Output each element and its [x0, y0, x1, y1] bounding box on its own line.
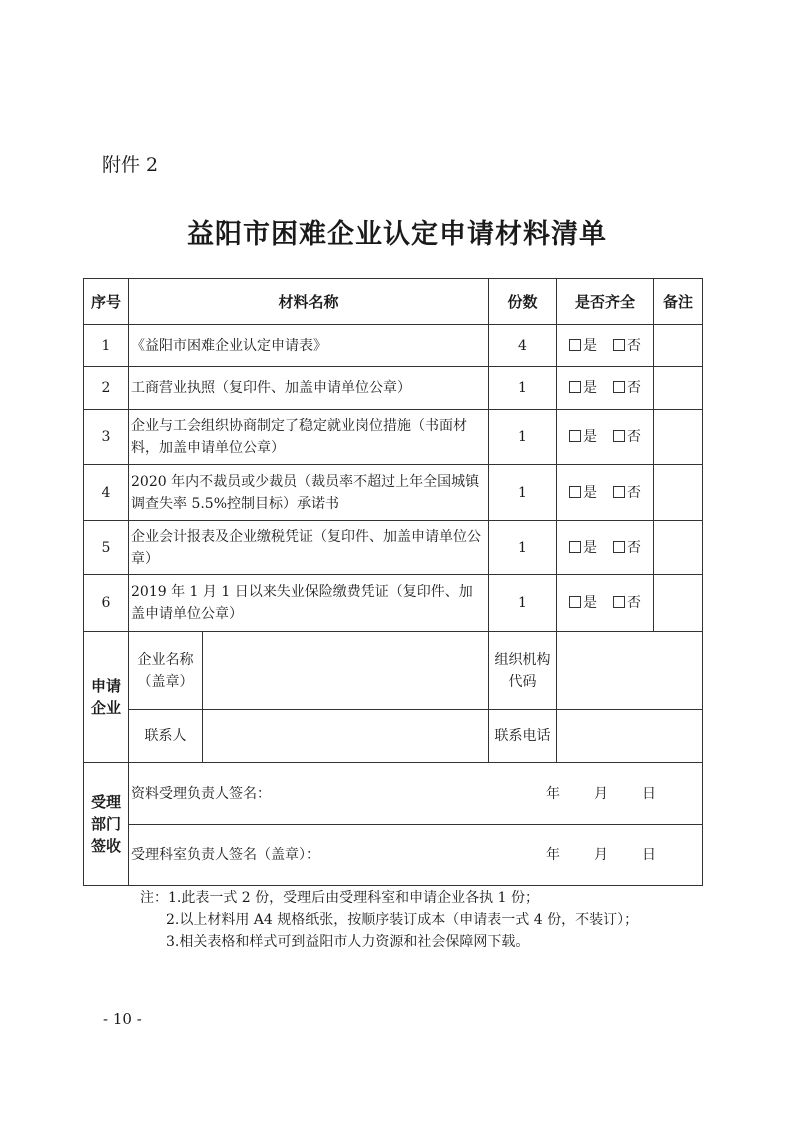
material-name: 企业会计报表及企业缴税凭证（复印件、加盖申请单位公章）: [129, 521, 489, 575]
table-row: [84, 465, 703, 521]
complete-check: [557, 575, 654, 632]
phone-label: 联系电话: [489, 710, 557, 763]
document-title: 益阳市困难企业认定申请材料清单: [187, 219, 607, 250]
materials-table: [83, 278, 703, 886]
remarks-field[interactable]: [654, 575, 703, 632]
table-row: [84, 521, 703, 575]
no-label: 否: [627, 380, 642, 396]
no-checkbox[interactable]: [613, 541, 625, 553]
no-checkbox[interactable]: [613, 486, 625, 498]
table-row: [84, 575, 703, 632]
yes-checkbox[interactable]: [569, 430, 581, 442]
remarks-field[interactable]: [654, 521, 703, 575]
acceptance-row-1: [84, 763, 703, 825]
row-number: 5: [84, 521, 129, 575]
applicant-section-label: 申请企业: [84, 632, 129, 763]
yes-label: 是: [583, 484, 598, 501]
contact-label: 联系人: [129, 710, 203, 763]
notes: [140, 887, 638, 953]
header-complete: 是否齐全: [557, 279, 654, 325]
day-label: 日: [642, 785, 657, 802]
yes-label: 是: [583, 337, 598, 354]
row-number: 6: [84, 575, 129, 632]
copies: 1: [489, 367, 557, 410]
sign2-label: 受理科室负责人签名（盖章）：: [131, 847, 320, 863]
sign1-label: 资料受理负责人签名：: [131, 785, 271, 802]
material-name: 2020 年内不裁员或少裁员（裁员率不超过上年全国城镇调查失率 5.5%控制目标）承诺书: [129, 465, 489, 521]
header-remarks: 备注: [654, 279, 703, 325]
yes-checkbox[interactable]: [569, 381, 581, 393]
table-header-row: [84, 279, 703, 325]
table-row: [84, 325, 703, 367]
company-name-field[interactable]: [203, 632, 489, 710]
year-label: 年: [546, 785, 561, 802]
no-label: 否: [627, 595, 642, 611]
copies: 4: [489, 325, 557, 367]
month-label: 月: [594, 785, 609, 802]
header-name: 材料名称: [129, 279, 489, 325]
org-code-label: 组织机构代码: [489, 632, 557, 710]
acceptance-section-label: 受理部门签收: [84, 763, 129, 886]
phone-field[interactable]: [557, 710, 703, 763]
applicant-row-1: [84, 632, 703, 710]
yes-label: 是: [583, 429, 598, 445]
no-label: 否: [627, 429, 642, 445]
yes-checkbox[interactable]: [569, 339, 581, 351]
table-row: [84, 367, 703, 410]
header-copies: 份数: [489, 279, 557, 325]
no-label: 否: [627, 484, 642, 501]
table-row: [84, 410, 703, 465]
year-label: 年: [546, 847, 561, 863]
remarks-field[interactable]: [654, 367, 703, 410]
remarks-field[interactable]: [654, 465, 703, 521]
remarks-field[interactable]: [654, 325, 703, 367]
complete-check: [557, 521, 654, 575]
yes-checkbox[interactable]: [569, 486, 581, 498]
yes-label: 是: [583, 539, 598, 556]
no-checkbox[interactable]: [613, 381, 625, 393]
sign1-date: [512, 783, 656, 805]
remarks-field[interactable]: [654, 410, 703, 465]
material-name: 《益阳市困难企业认定申请表》: [129, 325, 489, 367]
row-number: 4: [84, 465, 129, 521]
yes-checkbox[interactable]: [569, 596, 581, 608]
complete-check: [557, 367, 654, 410]
header-no: 序号: [84, 279, 129, 325]
row-number: 2: [84, 367, 129, 410]
page-number: - 10 -: [103, 1010, 142, 1028]
sign1-cell[interactable]: [129, 763, 703, 825]
row-number: 1: [84, 325, 129, 367]
contact-field[interactable]: [203, 710, 489, 763]
copies: 1: [489, 410, 557, 465]
sign2-cell[interactable]: [129, 825, 703, 886]
copies: 1: [489, 521, 557, 575]
applicant-row-2: [84, 710, 703, 763]
copies: 1: [489, 575, 557, 632]
month-label: 月: [594, 847, 609, 863]
row-number: 3: [84, 410, 129, 465]
yes-checkbox[interactable]: [569, 541, 581, 553]
note-3: 3.相关表格和样式可到益阳市人力资源和社会保障网下载。: [166, 934, 530, 950]
complete-check: [557, 410, 654, 465]
material-name: 2019 年 1 月 1 日以来失业保险缴费凭证（复印件、加盖申请单位公章）: [129, 575, 489, 632]
complete-check: [557, 325, 654, 367]
yes-label: 是: [583, 595, 598, 611]
acceptance-row-2: [84, 825, 703, 886]
material-name: 企业与工会组织协商制定了稳定就业岗位措施（书面材料，加盖申请单位公章）: [129, 410, 489, 465]
complete-check: [557, 465, 654, 521]
day-label: 日: [642, 847, 657, 863]
no-checkbox[interactable]: [613, 339, 625, 351]
attachment-label: 附件 2: [102, 154, 159, 176]
no-label: 否: [627, 337, 642, 354]
no-checkbox[interactable]: [613, 596, 625, 608]
org-code-field[interactable]: [557, 632, 703, 710]
yes-label: 是: [583, 380, 598, 396]
no-checkbox[interactable]: [613, 430, 625, 442]
material-name: 工商营业执照（复印件、加盖申请单位公章）: [129, 367, 489, 410]
copies: 1: [489, 465, 557, 521]
no-label: 否: [627, 539, 642, 556]
note-1: 注：1.此表一式 2 份，受理后由受理科室和申请企业各执 1 份；: [140, 890, 539, 906]
note-2: 2.以上材料用 A4 规格纸张，按顺序装订成本（申请表一式 4 份，不装订）；: [166, 912, 639, 928]
sign2-date: [512, 844, 656, 866]
company-name-label: 企业名称（盖章）: [129, 632, 203, 710]
